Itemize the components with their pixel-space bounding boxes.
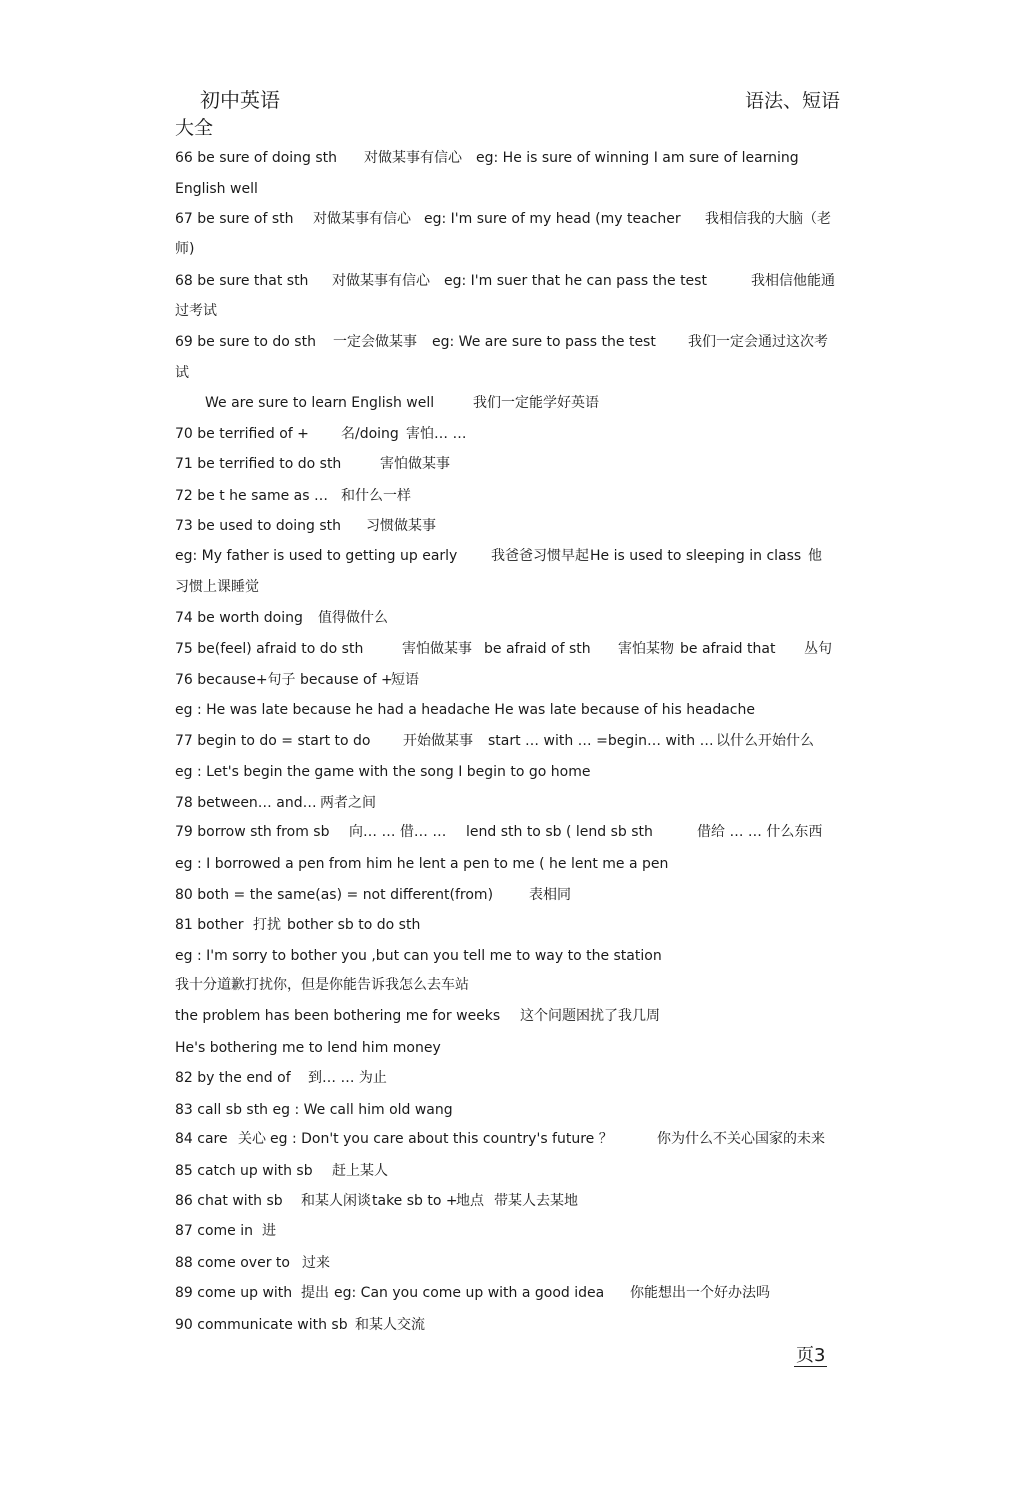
entry-text: 66 be sure of doing sth: [175, 150, 338, 166]
entry-translation: 我们一定会通过这次考: [688, 334, 828, 350]
entry-meaning: 名/doing: [341, 426, 399, 442]
entry-text: 87 come in: [175, 1223, 253, 1239]
entry-meaning: 过来: [302, 1255, 330, 1271]
entry-example: He is used to sleeping in class: [590, 548, 802, 564]
entry-meaning: 向… … 借… …: [349, 824, 447, 840]
entry-meaning: 开始做某事: [403, 733, 473, 749]
entry-meaning: 和什么一样: [341, 488, 411, 504]
entry-meaning: 和某人闲谈: [301, 1193, 371, 1209]
entry-meaning: 打扰: [253, 917, 281, 933]
entry-text: 68 be sure that sth: [175, 273, 309, 289]
entry-example: eg: We are sure to pass the test: [432, 334, 656, 350]
entry-translation-2: 带某人去某地: [494, 1193, 578, 1209]
entry-text: 76 because+句子 because of +: [175, 672, 393, 688]
entry-text: 80 both = the same(as) = not different(from): [175, 887, 494, 903]
entry-example: lend sth to sb ( lend sb sth: [466, 824, 653, 840]
entry-text: 74 be worth doing: [175, 610, 303, 626]
entry-meaning: 害怕做某事: [380, 456, 450, 472]
entry-meaning: 我爸爸习惯早起: [491, 548, 589, 564]
entry-text: 78 between… and…: [175, 795, 317, 811]
entry-example-2: be afraid that: [680, 641, 776, 657]
entry-example: 害怕… …: [406, 426, 467, 442]
doc-title-cont: 大全: [175, 117, 214, 139]
entry-example: take sb to +: [372, 1193, 458, 1209]
entry-text: 88 come over to: [175, 1255, 290, 1271]
entry-text: 83 call sb sth eg : We call him old wang: [175, 1102, 453, 1118]
entry-text: 71 be terrified to do sth: [175, 456, 342, 472]
entry-translation: 以什么开始什么: [716, 733, 814, 749]
entry-meaning: 这个问题困扰了我几周: [520, 1008, 660, 1024]
entry-translation: 他: [808, 548, 822, 564]
entry-meaning: 提出: [301, 1285, 329, 1301]
entry-text: eg : Let's begin the game with the song I begin to go home: [175, 764, 591, 780]
entry-example: eg: I'm sure of my head (my teacher: [424, 211, 681, 227]
entry-example: eg: He is sure of winning I am sure of learning: [476, 150, 799, 166]
entry-text: eg : I borrowed a pen from him he lent a pen to me ( he lent me a pen: [175, 856, 669, 872]
entry-meaning: 和某人交流: [355, 1317, 425, 1333]
entry-translation: 我相信他能通: [751, 273, 835, 289]
entry-text: 84 care: [175, 1131, 228, 1147]
entry-translation: 你能想出一个好办法吗: [630, 1285, 770, 1301]
entry-meaning: 短语: [391, 672, 419, 688]
entry-text: 67 be sure of sth: [175, 211, 294, 227]
entry-meaning: 赶上某人: [332, 1163, 388, 1179]
entry-translation: 你为什么不关心国家的未来: [657, 1131, 825, 1147]
entry-meaning: 两者之间: [320, 795, 376, 811]
entry-text: English well: [175, 181, 258, 197]
entry-text: 89 come up with: [175, 1285, 293, 1301]
entry-text: 86 chat with sb: [175, 1193, 283, 1209]
entry-text: 85 catch up with sb: [175, 1163, 313, 1179]
entry-translation: 我相信我的大脑（老: [705, 211, 831, 227]
entry-text: 试: [175, 365, 189, 381]
page-number: 页3: [796, 1345, 826, 1366]
entry-example: be afraid of sth: [484, 641, 591, 657]
entry-example: bother sb to do sth: [287, 917, 421, 933]
entry-text: 90 communicate with sb: [175, 1317, 348, 1333]
entry-example: eg: Can you come up with a good idea: [334, 1285, 605, 1301]
entry-text: 过考试: [175, 303, 217, 319]
entry-meaning: 对做某事有信心: [332, 273, 430, 289]
entry-text: He's bothering me to lend him money: [175, 1040, 441, 1056]
entry-example: eg : Don't you care about this country's future ？: [270, 1131, 613, 1147]
entry-meaning: 值得做什么: [318, 610, 388, 626]
entry-text: 81 bother: [175, 917, 244, 933]
entry-text: the problem has been bothering me for weeks: [175, 1008, 501, 1024]
entry-text: 师): [175, 241, 195, 257]
entry-text: 73 be used to doing sth: [175, 518, 342, 534]
entry-meaning: 关心: [238, 1131, 266, 1147]
entry-meaning: 对做某事有信心: [313, 211, 411, 227]
entry-meaning: 习惯做某事: [366, 518, 436, 534]
entry-text: 82 by the end of: [175, 1070, 291, 1086]
entry-meaning: 表相同: [529, 887, 571, 903]
entry-text: eg : He was late because he had a headache He was late because of his headache: [175, 702, 755, 718]
entry-text: 79 borrow sth from sb: [175, 824, 330, 840]
entry-text: 75 be(feel) afraid to do sth: [175, 641, 364, 657]
entry-meaning: 到… … 为止: [308, 1070, 387, 1086]
entry-example: start … with … =begin… with …: [488, 733, 714, 749]
entry-example: eg: I'm suer that he can pass the test: [444, 273, 707, 289]
entry-text: eg : I'm sorry to bother you ,but can you tell me to way to the station: [175, 948, 662, 964]
entry-text: 77 begin to do = start to do: [175, 733, 371, 749]
doc-title-left: 初中英语: [200, 88, 280, 112]
entry-meaning: 进: [262, 1223, 276, 1239]
entry-translation-2: 丛句: [804, 641, 832, 657]
entry-translation: 地点: [456, 1193, 484, 1209]
entry-translation: 借给 … … 什么东西: [697, 824, 823, 840]
entry-meaning: 对做某事有信心: [364, 150, 462, 166]
entry-meaning: 害怕做某事: [402, 641, 472, 657]
entry-text: We are sure to learn English well: [205, 395, 435, 411]
entry-text: 70 be terrified of +: [175, 426, 309, 442]
doc-title-right: 语法、短语: [745, 90, 841, 112]
entry-meaning: 我们一定能学好英语: [473, 395, 599, 411]
entry-text: 我十分道歉打扰你，但是你能告诉我怎么去车站: [175, 977, 469, 993]
entry-meaning: 一定会做某事: [333, 334, 417, 350]
entry-text: eg: My father is used to getting up early: [175, 548, 458, 564]
entry-text: 习惯上课睡觉: [175, 579, 259, 595]
entry-text: 69 be sure to do sth: [175, 334, 316, 350]
entry-text: 72 be t he same as …: [175, 488, 328, 504]
entry-translation: 害怕某物: [618, 641, 674, 657]
